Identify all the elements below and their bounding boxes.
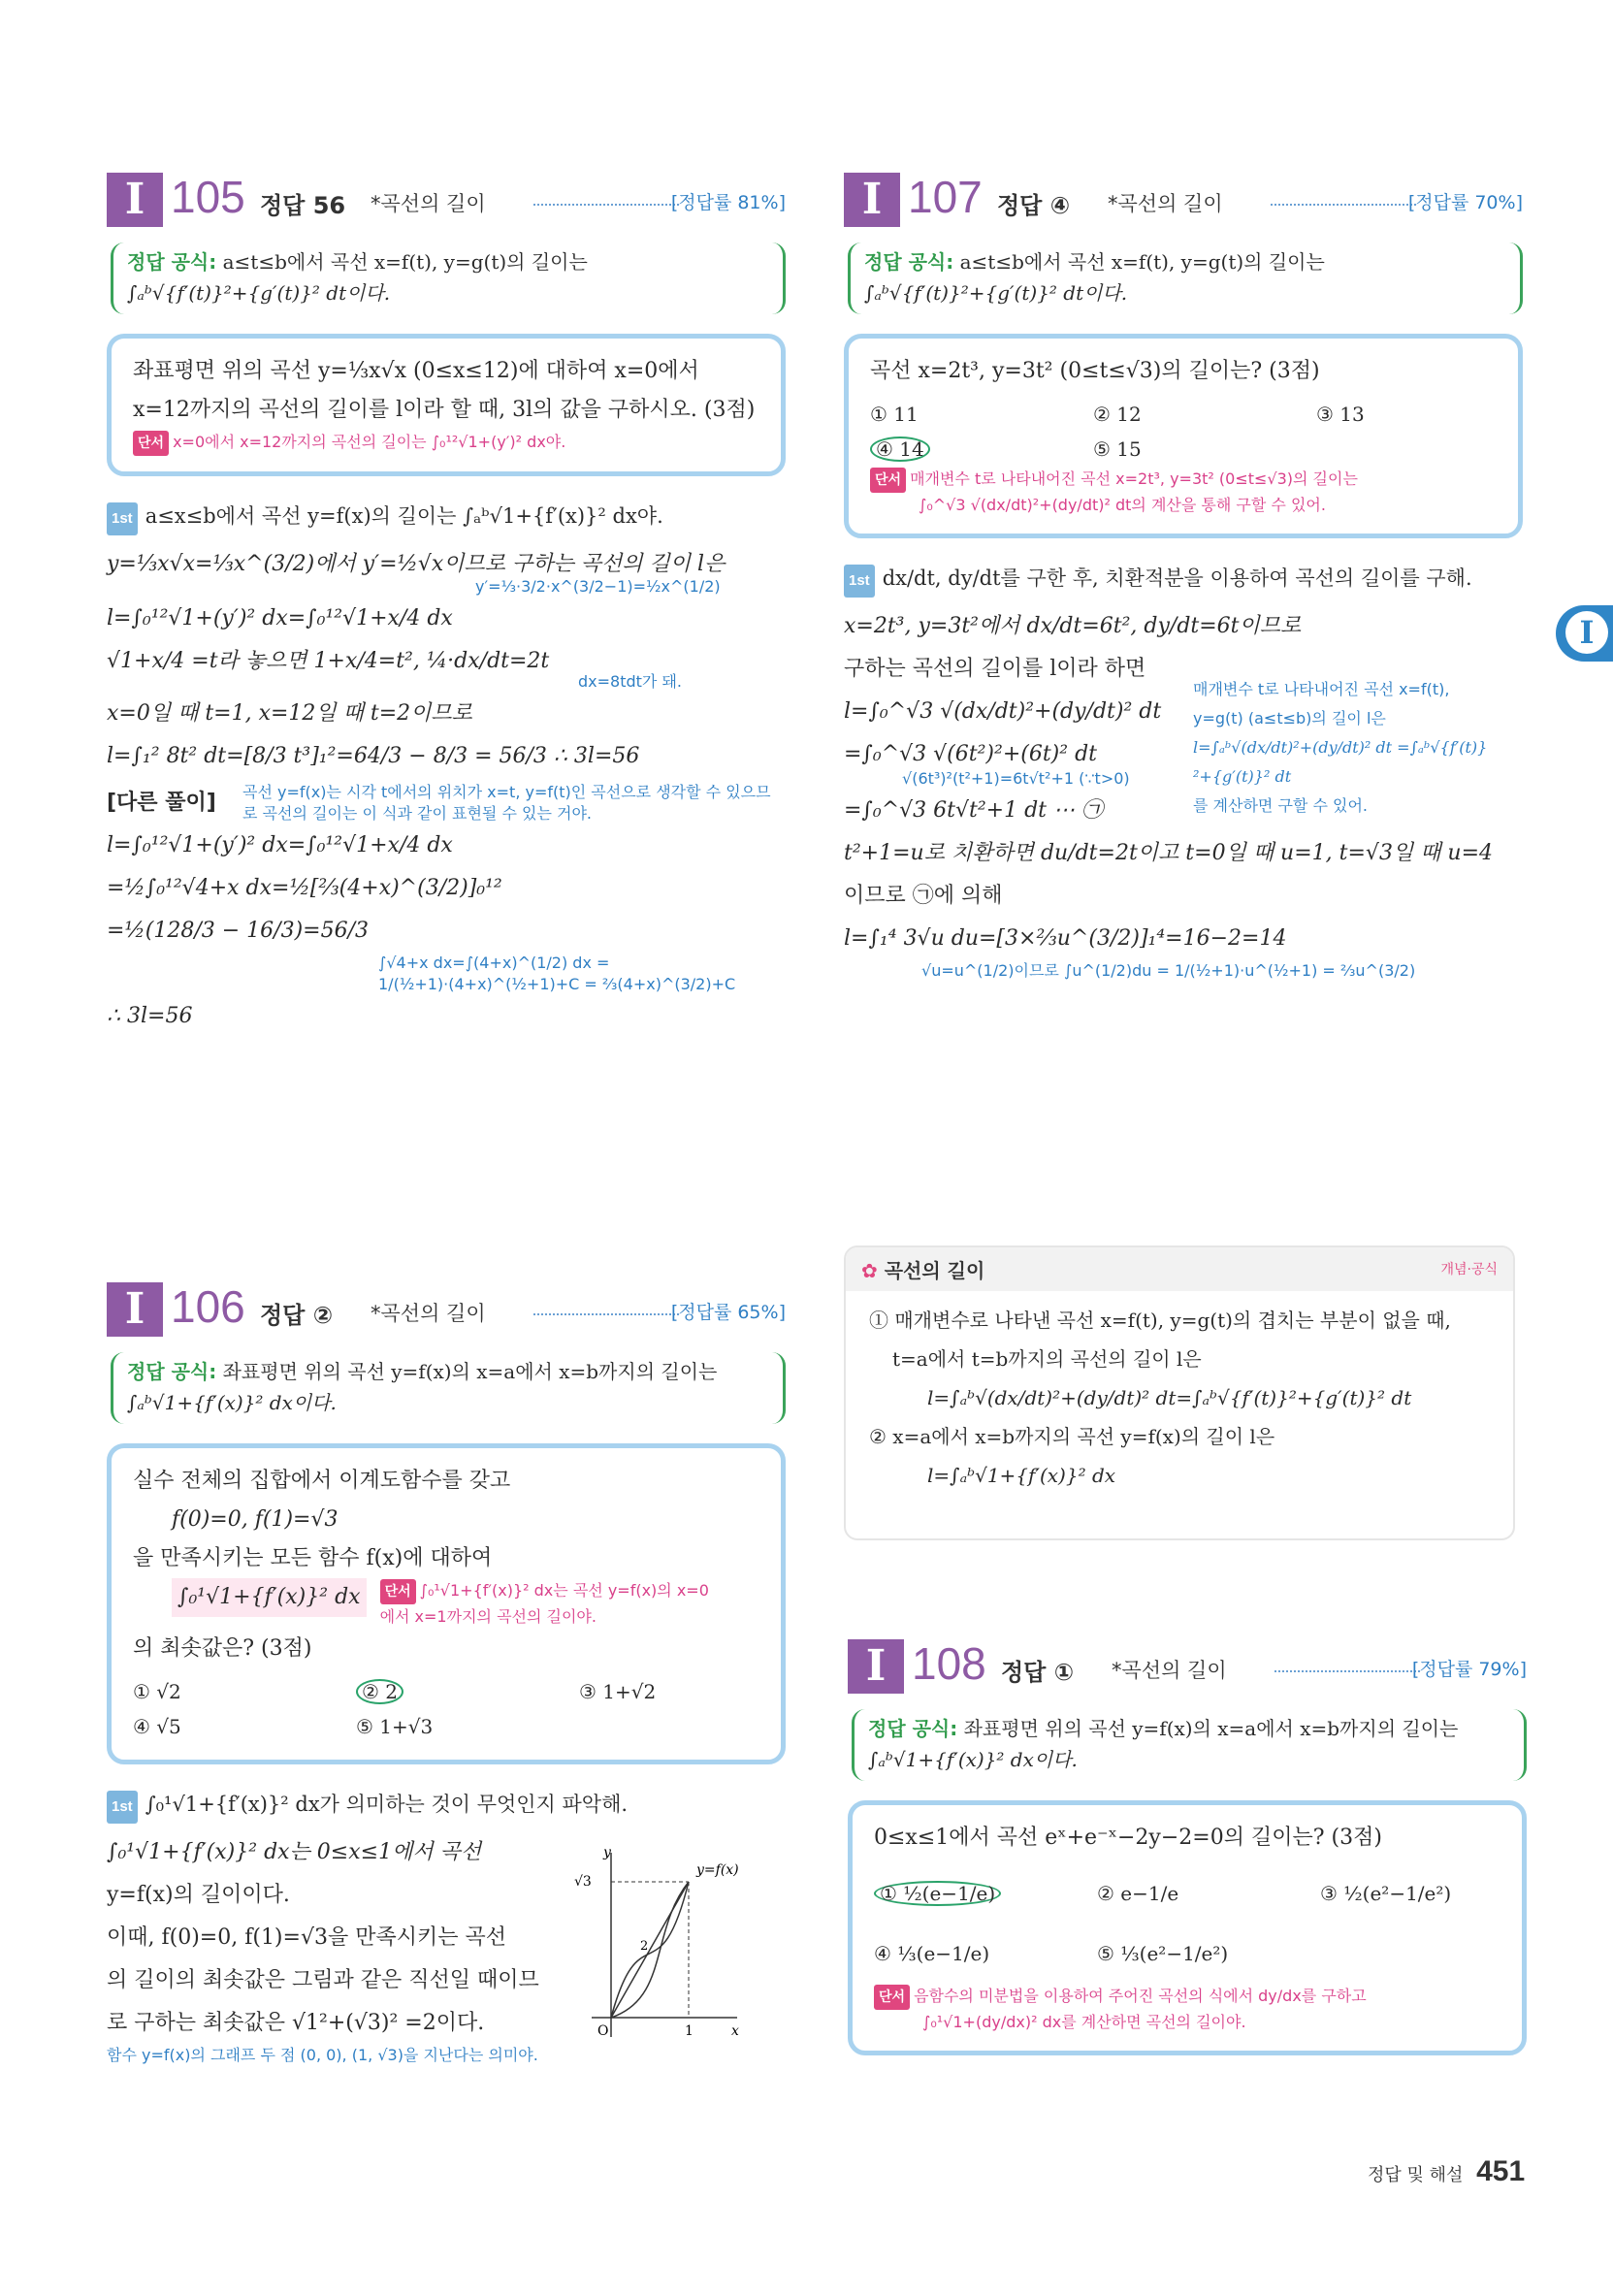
formula-text-2: ∫ₐᵇ√1+{f′(x)}² dx이다.: [127, 1391, 337, 1414]
solution-line: y=⅓x√x=⅓x^(3/2)에서 y′=½√x이므로 구하는 곡선의 길이 l은: [107, 552, 726, 576]
formula-label: 정답 공식:: [864, 250, 954, 274]
question-box: [848, 1800, 1527, 2055]
choice-1[interactable]: [874, 1863, 1097, 1924]
answer-formula: [111, 1352, 786, 1424]
right-note-line: 매개변수 t로 나타내어진 곡선 x=f(t), y=g(t) (a≤t≤b)의 길이 l은: [1193, 680, 1450, 728]
step-1: [107, 1788, 786, 1824]
formula-text-1: a≤t≤b에서 곡선 x=f(t), y=g(t)의 길이는: [222, 250, 588, 274]
alt-line: ∴ 3l=56: [107, 1004, 193, 1028]
problem-number: 108: [912, 1638, 986, 1689]
step-text: ∫₀¹√1+{f′(x)}² dx가 의미하는 것이 무엇인지 파악해.: [145, 1793, 629, 1816]
selected-answer-circle: ② 2: [356, 1679, 403, 1704]
question-box: [107, 1443, 786, 1764]
selected-answer-circle: ① ½(e−1/e): [874, 1881, 1001, 1906]
problem-108: [848, 1639, 1527, 2055]
hint-text: ∫₀¹√1+{f′(x)}² dx는 곡선 y=f(x)의 x=0에서 x=1까지의 곡선의 길이야.: [379, 1581, 709, 1626]
question-box: [107, 334, 786, 476]
straight-segment: [611, 1882, 689, 2018]
choice-5[interactable]: ⑤ 15: [1093, 437, 1142, 461]
right-note: [1193, 675, 1503, 832]
solution: [107, 1831, 553, 2066]
solution: [107, 543, 786, 1038]
alt-line: =½(128/3 − 16/3)=56/3: [107, 919, 369, 943]
choice-1[interactable]: ① √2: [133, 1680, 181, 1703]
choice-2[interactable]: ② e−1/e: [1097, 1882, 1179, 1905]
solution-line: x=2t³, y=3t²에서 dx/dt=6t², dy/dt=6t이므로: [844, 614, 1302, 638]
concept-line: ① 매개변수로 나타낸 곡선 x=f(t), y=g(t)의 겹치는 부분이 없을 때,: [869, 1309, 1451, 1332]
dotted-divider: [533, 204, 679, 206]
selected-answer-circle: ④ 14: [870, 437, 930, 462]
concept-box: [844, 1245, 1515, 1540]
question-line-1: 좌표평면 위의 곡선 y=⅓x√x (0≤x≤12)에 대하여 x=0에서: [133, 359, 699, 383]
chapter-badge: I: [844, 173, 900, 227]
problem-header: [844, 173, 1523, 237]
problem-number: 106: [171, 1281, 245, 1332]
side-note: 함수 y=f(x)의 그래프 두 점 (0, 0), (1, √3)을 지난다는 의미야.: [107, 2046, 538, 2064]
curve-graph: [553, 1843, 747, 2047]
solution-line: y=f(x)의 길이이다.: [107, 1883, 290, 1907]
segment-length-label: 2: [640, 1939, 649, 1954]
solution-line: 구하는 곡선의 길이를 l이라 하면: [844, 657, 1146, 681]
problem-107: [844, 173, 1523, 982]
answer-label: 정답 ②: [260, 1302, 334, 1329]
question-line-3: 을 만족시키는 모든 함수 f(x)에 대하여: [133, 1546, 493, 1570]
chapter-badge: I: [107, 173, 163, 227]
question-box: [844, 334, 1523, 538]
hint-text: x=0에서 x=12까지의 곡선의 길이는 ∫₀¹²√1+(y′)² dx야.: [173, 433, 566, 451]
formula-text-2: ∫ₐᵇ√{f′(t)}²+{g′(t)}² dt이다.: [864, 281, 1128, 305]
side-note: y′=⅓·3/2·x^(3/2−1)=½x^(1/2): [475, 577, 721, 596]
choice-4[interactable]: ④ √5: [133, 1715, 181, 1738]
solution-line: 이때, f(0)=0, f(1)=√3을 만족시키는 곡선: [107, 1925, 506, 1950]
step-1: [107, 500, 786, 535]
concept-title: 곡선의 길이: [884, 1259, 985, 1282]
side-note: √u=u^(1/2)이므로 ∫u^(1/2)du = 1/(½+1)·u^(½+1) = ⅔u^(3/2): [921, 961, 1416, 980]
alt-line: =½∫₀¹²√4+x dx=½[⅔(4+x)^(3/2)]₀¹²: [107, 876, 502, 900]
right-note-line: 를 계산하면 구할 수 있어.: [1193, 796, 1368, 815]
dotted-divider: [1274, 1670, 1420, 1672]
answer-choices: [874, 1863, 1504, 1984]
formula-text-1: 좌표평면 위의 곡선 y=f(x)의 x=a에서 x=b까지의 길이는: [222, 1360, 718, 1383]
choice-4[interactable]: [870, 432, 1093, 467]
hint-text: 음함수의 미분법을 이용하여 주어진 곡선의 식에서 dy/dx를 구하고: [914, 1987, 1367, 2005]
question-line-1: 곡선 x=2t³, y=3t² (0≤t≤√3)의 길이는? (3점): [870, 359, 1320, 383]
dotted-divider: [533, 1313, 679, 1315]
topic-label: *곡선의 길이: [1112, 1659, 1227, 1682]
question-line-4: 의 최솟값은? (3점): [133, 1636, 312, 1661]
concept-kind: 개념·공식: [1440, 1262, 1498, 1277]
y-axis-label: y: [603, 1845, 611, 1860]
formula-label: 정답 공식:: [868, 1717, 958, 1740]
x-axis-label: x: [731, 2023, 739, 2039]
formula-label: 정답 공식:: [127, 1360, 217, 1383]
step-tag: 1st: [107, 1791, 138, 1824]
choice-3[interactable]: ③ 1+√2: [579, 1680, 657, 1703]
concept-formula: l=∫ₐᵇ√(dx/dt)²+(dy/dt)² dt=∫ₐᵇ√{f′(t)}²+{g′(t)}² dt: [927, 1386, 1412, 1409]
hint-text-2: ∫₀¹√1+(dy/dx)² dx를 계산하면 곡선의 길이야.: [922, 2013, 1246, 2031]
concept-line: t=a에서 t=b까지의 곡선의 길이 l은: [892, 1347, 1202, 1371]
answer-label: 정답 ④: [997, 192, 1071, 219]
problem-header: [107, 173, 786, 237]
chapter-badge: I: [107, 1282, 163, 1337]
problem-106: [107, 1282, 786, 2066]
solution-line: t²+1=u로 치환하면 du/dt=2t이고 t=0일 때 u=1, t=√3일 때 u=4: [844, 841, 1494, 865]
problem-number: 105: [171, 172, 245, 222]
solution-line: √1+x/4 =t라 놓으면 1+x/4=t², ¼·dx/dt=2t: [107, 649, 550, 673]
answer-formula: [848, 243, 1523, 314]
accuracy-rate: [정답률 70%]: [1407, 192, 1523, 213]
formula-text-2: ∫ₐᵇ√1+{f′(x)}² dx이다.: [868, 1748, 1078, 1771]
choice-3[interactable]: ③ ½(e²−1/e²): [1320, 1882, 1452, 1905]
alt-solution-label: [다른 풀이]: [107, 791, 216, 815]
answer-formula: [111, 243, 786, 314]
solution-line: l=∫₁⁴ 3√u du=[3×⅔u^(3/2)]₁⁴=16−2=14: [844, 926, 1287, 951]
topic-label: *곡선의 길이: [1108, 192, 1223, 215]
question-line-1: 실수 전체의 집합에서 이계도함수를 갖고: [133, 1469, 511, 1493]
choice-2[interactable]: ② 12: [1093, 403, 1142, 426]
origin-label: O: [597, 2023, 609, 2039]
dotted-divider: [1271, 204, 1416, 206]
formula-label: 정답 공식:: [127, 250, 217, 274]
alt-note: 곡선 y=f(x)는 시각 t에서의 위치가 x=t, y=f(t)인 곡선으로 생각할 수 있으므로 곡선의 길이는 이 식과 같이 표현될 수 있는 거야.: [242, 783, 771, 823]
step-1: [844, 562, 1523, 598]
question-line-2: f(0)=0, f(1)=√3: [172, 1507, 339, 1532]
choice-5[interactable]: ⑤ ⅓(e²−1/e²): [1097, 1942, 1229, 1965]
topic-label: *곡선의 길이: [371, 192, 486, 215]
problem-header: [848, 1639, 1527, 1703]
side-note: dx=8tdt가 돼.: [578, 672, 682, 691]
formula-text-2: ∫ₐᵇ√{f′(t)}²+{g′(t)}² dt이다.: [127, 281, 391, 305]
accuracy-rate: [정답률 79%]: [1411, 1659, 1527, 1680]
answer-choices: [870, 397, 1500, 467]
solution-line: ∫₀¹√1+{f′(x)}² dx는 0≤x≤1에서 곡선: [107, 1840, 482, 1864]
choice-1[interactable]: ① 11: [870, 403, 919, 426]
step-tag: 1st: [844, 565, 875, 598]
question-line-1: 0≤x≤1에서 곡선 eˣ+e⁻ˣ−2y−2=0의 길이는? (3점): [874, 1826, 1382, 1850]
choice-3[interactable]: ③ 13: [1316, 403, 1365, 426]
curve-label: y=f(x): [696, 1862, 739, 1878]
right-note-line: l=∫ₐᵇ√(dx/dt)²+(dy/dt)² dt =∫ₐᵇ√{f′(t)}²+{g′(t)}² dt: [1193, 738, 1488, 786]
hint-tag: 단서: [870, 468, 906, 493]
choice-4[interactable]: ④ ⅓(e−1/e): [874, 1942, 990, 1965]
problem-header: [107, 1282, 786, 1346]
x-tick-label: 1: [685, 2023, 694, 2039]
page-number: 451: [1476, 2155, 1526, 2187]
chapter-side-tab-label: I: [1565, 611, 1608, 654]
side-note: √(6t³)²(t²+1)=6t√t²+1 (∵t>0): [902, 769, 1130, 788]
problem-number: 107: [908, 172, 983, 222]
choice-2[interactable]: [356, 1674, 579, 1709]
solution-line: l=∫₀¹²√1+(y′)² dx=∫₀¹²√1+x/4 dx: [107, 606, 453, 631]
step-text: a≤x≤b에서 곡선 y=f(x)의 길이는 ∫ₐᵇ√1+{f′(x)}² dx야.: [145, 504, 663, 528]
solution-continued: [844, 832, 1523, 982]
solution-line: 로 구하는 최솟값은 √1²+(√3)² =2이다.: [107, 2011, 485, 2035]
hint-text-2: ∫₀^√3 √(dx/dt)²+(dy/dt)² dt의 계산을 통해 구할 수 있어.: [919, 496, 1326, 514]
alt-side-note: ∫√4+x dx=∫(4+x)^(1/2) dx = 1/(½+1)·(4+x)^(½+1)+C = ⅔(4+x)^(3/2)+C: [378, 954, 736, 993]
question-line-2: x=12까지의 곡선의 길이를 l이라 할 때, 3l의 값을 구하시오. (3점): [133, 398, 756, 422]
footer-label: 정답 및 해설: [1368, 2165, 1464, 2185]
answer-label: 정답 ①: [1001, 1659, 1075, 1686]
step-tag: 1st: [107, 502, 138, 535]
concept-formula: l=∫ₐᵇ√1+{f′(x)}² dx: [927, 1464, 1116, 1487]
solution-line: 이므로 ㉠에 의해: [844, 884, 1003, 908]
solution-line: 의 길이의 최솟값은 그림과 같은 직선일 때이므: [107, 1968, 539, 1992]
answer-choices: [133, 1674, 763, 1744]
page-footer: [1368, 2155, 1525, 2188]
accuracy-rate: [정답률 81%]: [670, 192, 786, 213]
answer-label: 정답 56: [260, 192, 346, 219]
question-integral: ∫₀¹√1+{f′(x)}² dx: [172, 1578, 367, 1617]
concept-header: [846, 1247, 1513, 1291]
solution-line: l=∫₁² 8t² dt=[8/3 t³]₁²=64/3 − 8/3 = 56/3 ∴ 3l=56: [107, 744, 640, 768]
solution-line: l=∫₀^√3 √(dx/dt)²+(dy/dt)² dt: [844, 699, 1162, 724]
flower-icon: ✿: [861, 1259, 878, 1282]
solution-line: =∫₀^√3 √(6t²)²+(6t)² dt: [844, 742, 1097, 766]
formula-text-1: a≤t≤b에서 곡선 x=f(t), y=g(t)의 길이는: [959, 250, 1325, 274]
solution-line: x=0일 때 t=1, x=12일 때 t=2이므로: [107, 701, 472, 726]
step-text: dx/dt, dy/dt를 구한 후, 치환적분을 이용하여 곡선의 길이를 구해.: [882, 566, 1472, 590]
choice-5[interactable]: ⑤ 1+√3: [356, 1715, 434, 1738]
hint-text: 매개변수 t로 나타내어진 곡선 x=2t³, y=3t² (0≤t≤√3)의 길이는: [910, 469, 1358, 488]
answer-formula: [852, 1709, 1527, 1781]
topic-label: *곡선의 길이: [371, 1302, 486, 1325]
hint-tag: 단서: [380, 1579, 416, 1604]
problem-105: [107, 173, 786, 1038]
y-tick-label: √3: [574, 1874, 592, 1890]
hint-tag: 단서: [133, 431, 169, 456]
chapter-badge: I: [848, 1639, 904, 1694]
hint-tag: 단서: [874, 1985, 910, 2010]
alt-line: l=∫₀¹²√1+(y′)² dx=∫₀¹²√1+x/4 dx: [107, 833, 453, 857]
concept-body: [846, 1291, 1513, 1510]
formula-text-1: 좌표평면 위의 곡선 y=f(x)의 x=a에서 x=b까지의 길이는: [963, 1717, 1459, 1740]
accuracy-rate: [정답률 65%]: [670, 1302, 786, 1323]
concept-line: ② x=a에서 x=b까지의 곡선 y=f(x)의 길이 l은: [869, 1425, 1275, 1448]
chapter-side-tab[interactable]: [1556, 605, 1613, 662]
solution-line: =∫₀^√3 6t√t²+1 dt ⋯ ㉠: [844, 798, 1104, 823]
